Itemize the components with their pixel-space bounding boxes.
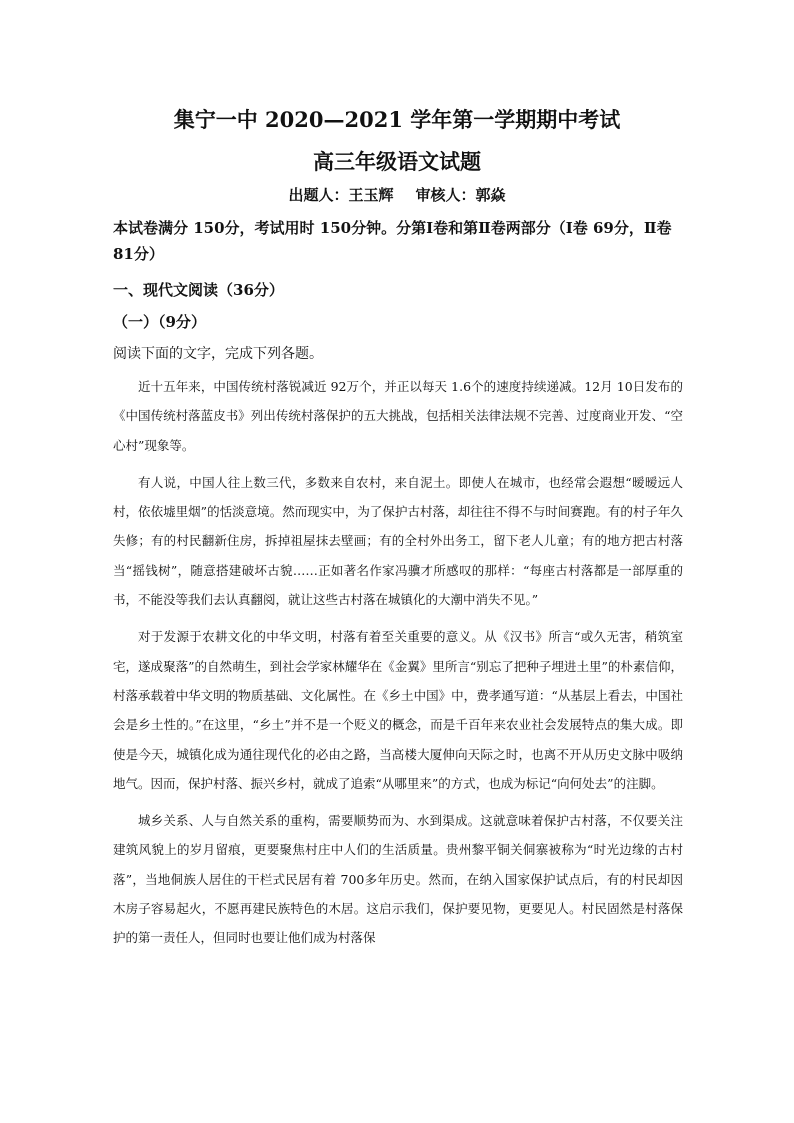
exam-subtitle: 高三年级语文试题 xyxy=(313,149,481,174)
passage-paragraph: 对于发源于农耕文化的中华文明，村落有着至关重要的意义。从《汉书》所言“或久无害，稍筑室宅，遂成聚落”的自然萌生，到社会学家林耀华在《金翼》里所言“别忘了把种子埋进土里”的朴素信仰，村落承载着中华文明的物质基础、文化属性。在《乡土中国》中，费孝通写道：“从基层上看去，中国社会是乡土性的。”在这里，“乡土”并不是一个贬义的概念，而是千百年来农业社会发展特点的集大成。即使是今天，城镇化成为通往现代化的必由之路，当高楼大厦伸向天际之时，也离不开从历史文脉中吸纳地气。因而，保护村落、振兴乡村，就成了追索“从哪里来”的方式，也成为标记“向何处去”的注脚。 xyxy=(113,629,683,791)
reading-instruction: 阅读下面的文字，完成下列各题。 xyxy=(113,346,323,362)
section-title: 一、现代文阅读（36分） xyxy=(113,281,284,299)
question-setter: 出题人：王玉辉 xyxy=(288,186,394,204)
passage-paragraph: 城乡关系、人与自然关系的重构，需要顺势而为、水到渠成。这就意味着保护古村落，不仅要关注建筑风貌上的岁月留痕，更要聚焦村庄中人们的生活质量。贵州黎平铜关侗寨被称为“时光边缘的古村落”，当地侗族人居住的干栏式民居有着 700多年历史。然而，在纳入国家保护试点后，有的村民却因木房子容易起火，不愿再建民族特色的木居。这启示我们，保护要见物，更要见人。村民固然是村落保护的第一责任人，但同时也要让他们成为村落保 xyxy=(113,813,683,946)
reviewer: 审核人：郭焱 xyxy=(415,186,506,204)
passage-paragraph: 有人说，中国人往上数三代，多数来自农村，来自泥土。即使人在城市，也经常会遐想“暧暧远人村，依依墟里烟”的恬淡意境。然而现实中，为了保护古村落，却往往不得不与时间赛跑。有的村子年久失修；有的村民翻新住房，拆掉祖屋抹去壁画；有的全村外出务工，留下老人儿童；有的地方把古村落当“摇钱树”，随意搭建破坏古貌……正如著名作家冯骥才所感叹的那样：“每座古村落都是一部厚重的书，不能没等我们去认真翻阅，就让这些古村落在城镇化的大潮中消失不见。” xyxy=(113,474,683,608)
exam-title: 集宁一中 2020—2021 学年第一学期期中考试 xyxy=(173,107,621,132)
exam-notice: 本试卷满分 150分，考试用时 150分钟。分第Ⅰ卷和第Ⅱ卷两部分（Ⅰ卷 69分，Ⅱ卷 81分） xyxy=(113,219,672,263)
reading-passage xyxy=(113,372,683,961)
subsection-title: （一）（9分） xyxy=(113,313,206,331)
passage-paragraph: 近十五年来，中国传统村落锐减近 92万个，并正以每天 1.6个的速度持续递减。12月 10日发布的《中国传统村落蓝皮书》列出传统村落保护的五大挑战，包括相关法律法规不完善、过度商业开发、“空心村”现象等。 xyxy=(113,379,683,453)
exam-authors xyxy=(0,184,794,205)
